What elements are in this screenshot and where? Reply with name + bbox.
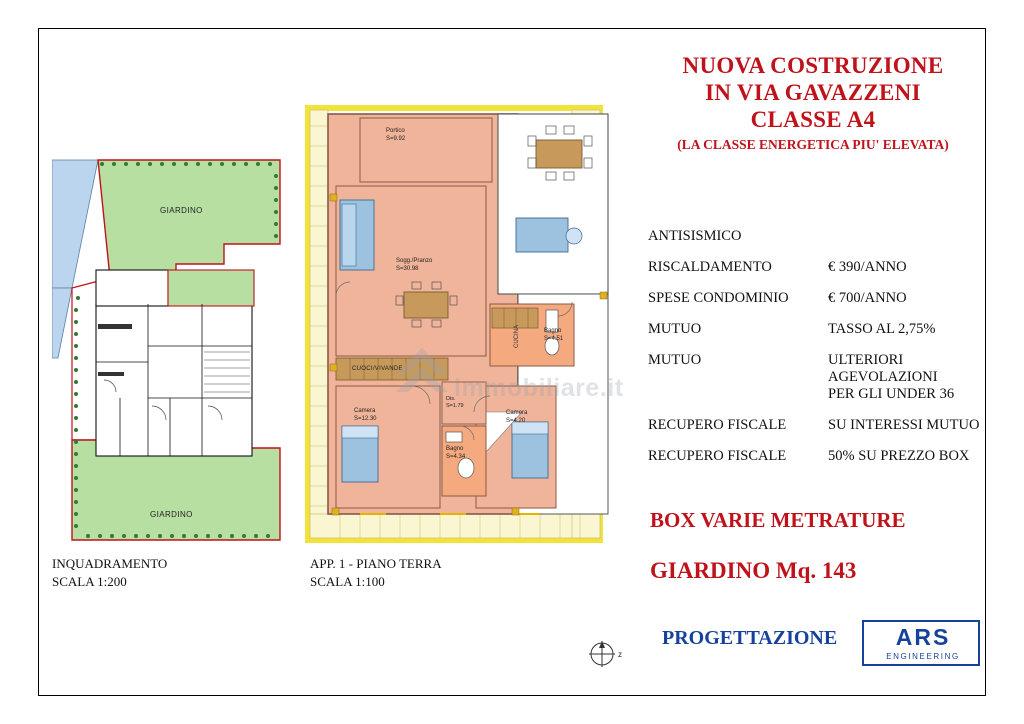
logo-subtitle: ENGINEERING	[886, 652, 960, 661]
spec-row-recupero-box	[648, 448, 988, 465]
spec-value-recupero-interessi	[828, 417, 988, 434]
room-label-soggiorno: Sogg./Pranzo	[396, 258, 433, 264]
room-label-portico: Portico	[386, 128, 405, 134]
room-label-bagno-top: Bagno	[544, 328, 562, 334]
annotation-cucina: CUCINA	[514, 324, 520, 348]
watermark-text: immobiliare.it	[454, 374, 624, 402]
room-area-camera-right: S=4.20	[506, 418, 526, 424]
spec-row-mutuo-agevolazioni	[648, 352, 988, 403]
spec-label-mutuo-agevolazioni: MUTUO	[648, 352, 702, 368]
spec-row-mutuo-tasso	[648, 321, 988, 338]
spec-row-antisismico	[648, 228, 988, 245]
room-label-camera-left: Camera	[354, 408, 376, 414]
spec-label-mutuo-tasso: MUTUO	[648, 321, 702, 337]
spec-value-agevolazioni-line1: ULTERIORI	[828, 352, 904, 368]
room-area-soggiorno: S=30.98	[396, 266, 419, 272]
spec-value-riscaldamento-line1: € 390/ANNO	[828, 259, 907, 275]
north-axis-label: z	[618, 650, 622, 659]
room-area-disimpegno: S=1.79	[446, 403, 464, 409]
room-label-disimpegno: Dis.	[446, 396, 456, 402]
site-label-giardino-bottom: GIARDINO	[150, 510, 193, 519]
title-block	[648, 52, 978, 155]
spec-label-recupero-interessi: RECUPERO FISCALE	[648, 417, 787, 433]
spec-value-mutuo-tasso	[828, 321, 988, 338]
title-subtitle: (LA CLASSE ENERGETICA PIU' ELEVATA)	[677, 137, 949, 152]
spec-row-recupero-interessi	[648, 417, 988, 434]
spec-value-mutuo-agevolazioni	[828, 352, 988, 403]
room-area-portico: S=9.92	[386, 136, 406, 142]
spec-value-recupero-interessi-line1: SU INTERESSI MUTUO	[828, 417, 980, 433]
room-area-camera-left: S=12.30	[354, 416, 377, 422]
spec-value-mutuo-tasso-line1: TASSO AL 2,75%	[828, 321, 936, 337]
spec-label-antisismico: ANTISISMICO	[648, 228, 742, 244]
north-marker	[588, 638, 628, 672]
spec-value-recupero-box-line1: 50% SU PREZZO BOX	[828, 448, 970, 464]
left-caption-scale: SCALA 1:200	[52, 574, 127, 589]
title-line-1: NUOVA COSTRUZIONE	[682, 53, 944, 78]
spec-value-riscaldamento	[828, 259, 988, 276]
site-label-giardino-top: GIARDINO	[160, 206, 203, 215]
floor-plan-app1	[300, 96, 648, 552]
spec-value-spese-condominio-line1: € 700/ANNO	[828, 290, 907, 306]
ars-logo	[862, 620, 980, 666]
spec-value-agevolazioni-line2: AGEVOLAZIONI	[828, 369, 938, 385]
spec-row-riscaldamento	[648, 259, 988, 276]
spec-list	[648, 228, 988, 479]
spec-value-agevolazioni-line3: PER GLI UNDER 36	[828, 386, 955, 402]
site-plan-inquadramento	[52, 148, 292, 552]
center-caption-scale: SCALA 1:100	[310, 574, 385, 589]
title-line-2: IN VIA GAVAZZENI	[705, 80, 921, 105]
spec-row-spese-condominio	[648, 290, 988, 307]
center-caption-title: APP. 1 - PIANO TERRA	[310, 556, 442, 571]
spec-label-riscaldamento: RISCALDAMENTO	[648, 259, 772, 275]
spec-label-spese-condominio: SPESE CONDOMINIO	[648, 290, 789, 306]
annotation-cuocivivande: CUOCI/VIVANDE	[352, 366, 403, 372]
spec-label-recupero-box: RECUPERO FISCALE	[648, 448, 787, 464]
floor-plan-svg	[300, 96, 648, 552]
room-label-bagno-bottom: Bagno	[446, 446, 464, 452]
box-metrature-line: BOX VARIE METRATURE	[650, 508, 906, 532]
room-area-bagno-bottom: S=4.34	[446, 454, 466, 460]
title-line-3: CLASSE A4	[750, 107, 876, 132]
logo-name: ARS	[895, 624, 951, 650]
left-caption-title: INQUADRAMENTO	[52, 556, 168, 571]
room-area-bagno-top: S=4.51	[544, 336, 564, 342]
giardino-line: GIARDINO Mq. 143	[650, 558, 857, 583]
room-label-camera-right: Camera	[506, 410, 528, 416]
spec-value-recupero-box	[828, 448, 988, 465]
spec-value-spese-condominio	[828, 290, 988, 307]
progettazione-label: PROGETTAZIONE	[662, 627, 838, 649]
